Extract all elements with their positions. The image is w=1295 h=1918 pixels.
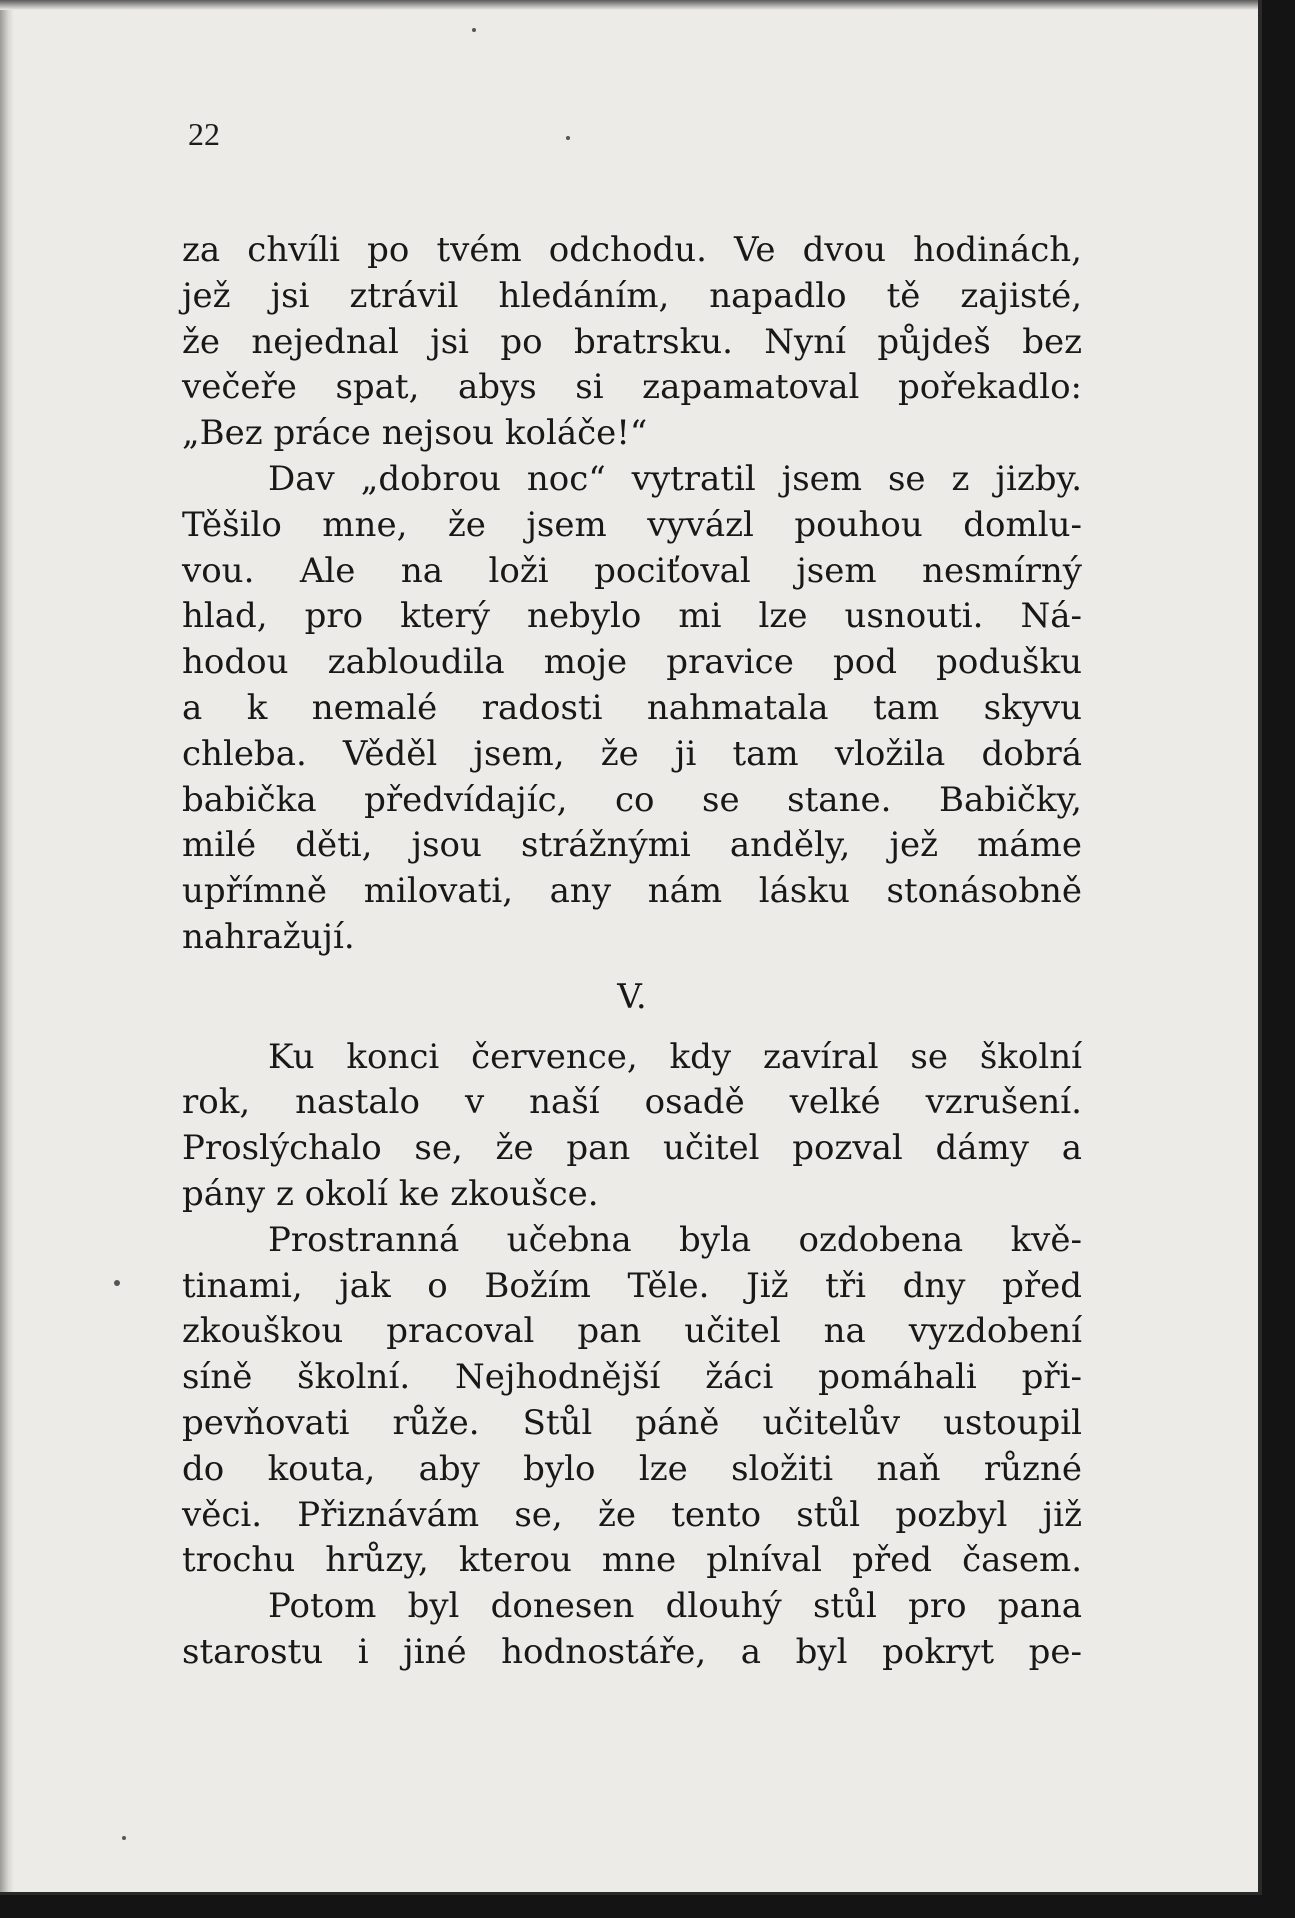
text-line: tinami, jak o Božím Těle. Již tři dny před	[182, 1265, 1082, 1306]
body-text	[182, 228, 1082, 1676]
print-speck	[566, 136, 570, 140]
text-line: Ku konci července, kdy zavíral se školní	[268, 1036, 1082, 1077]
text-line: nahražují.	[182, 916, 355, 957]
text-line: že nejednal jsi po bratrsku. Nyní půjdeš bez	[182, 321, 1082, 362]
page-spine-shadow	[0, 0, 14, 1892]
text-line: za chvíli po tvém odchodu. Ve dvou hodinách,	[182, 230, 1082, 270]
text-line: Těšilo mne, že jsem vyvázl pouhou domlu-	[182, 504, 1082, 545]
text-line: vou. Ale na loži pociťoval jsem nesmírný	[182, 550, 1082, 591]
chapter-heading: V.	[617, 976, 647, 1017]
page-number: 22	[188, 116, 220, 152]
text-line: věci. Přiznávám se, že tento stůl pozbyl již	[182, 1494, 1082, 1535]
text-line: pevňovati růže. Stůl páně učitelův ustoupil	[182, 1402, 1082, 1443]
text-line: Proslýchalo se, že pan učitel pozval dámy a	[182, 1128, 1082, 1169]
text-line: babička předvídajíc, co se stane. Babičky,	[182, 779, 1082, 820]
text-line: zkouškou pracoval pan učitel na vyzdobení	[182, 1311, 1082, 1352]
text-line: jež jsi ztrávil hledáním, napadlo tě zajisté,	[182, 275, 1082, 316]
text-line: upřímně milovati, any nám lásku stonásobně	[182, 871, 1082, 912]
text-line: do kouta, aby bylo lze složiti naň různé	[182, 1448, 1082, 1489]
text-line: rok, nastalo v naší osadě velké vzrušení.	[182, 1082, 1082, 1123]
text-line: Potom byl donesen dlouhý stůl pro pana	[268, 1586, 1082, 1627]
text-line: starostu i jiné hodnostáře, a byl pokryt pe-	[182, 1631, 1082, 1672]
text-line: trochu hrůzy, kterou mne plníval před časem.	[182, 1540, 1082, 1581]
text-line: hlad, pro který nebylo mi lze usnouti. Ná-	[182, 596, 1082, 637]
page-top-shadow	[0, 0, 1258, 10]
print-speck	[114, 1280, 120, 1286]
print-speck	[122, 1836, 126, 1840]
text-line: Dav „dobrou noc“ vytratil jsem se z jizby.	[268, 458, 1082, 499]
text-line: a k nemalé radosti nahmatala tam skyvu	[182, 687, 1082, 728]
text-line: síně školní. Nejhodnější žáci pomáhali při-	[182, 1357, 1082, 1398]
text-line: večeře spat, abys si zapamatoval pořekadlo:	[182, 367, 1082, 408]
print-speck	[472, 28, 476, 32]
text-line: pány z okolí ke zkoušce.	[182, 1173, 599, 1214]
text-line: milé děti, jsou strážnými anděly, jež máme	[182, 825, 1082, 866]
text-line: hodou zabloudila moje pravice pod podušku	[182, 642, 1082, 683]
text-line: „Bez práce nejsou koláče!“	[182, 413, 648, 454]
text-line: chleba. Věděl jsem, že ji tam vložila dobrá	[182, 733, 1082, 774]
text-line: Prostranná učebna byla ozdobena kvě-	[268, 1219, 1082, 1260]
